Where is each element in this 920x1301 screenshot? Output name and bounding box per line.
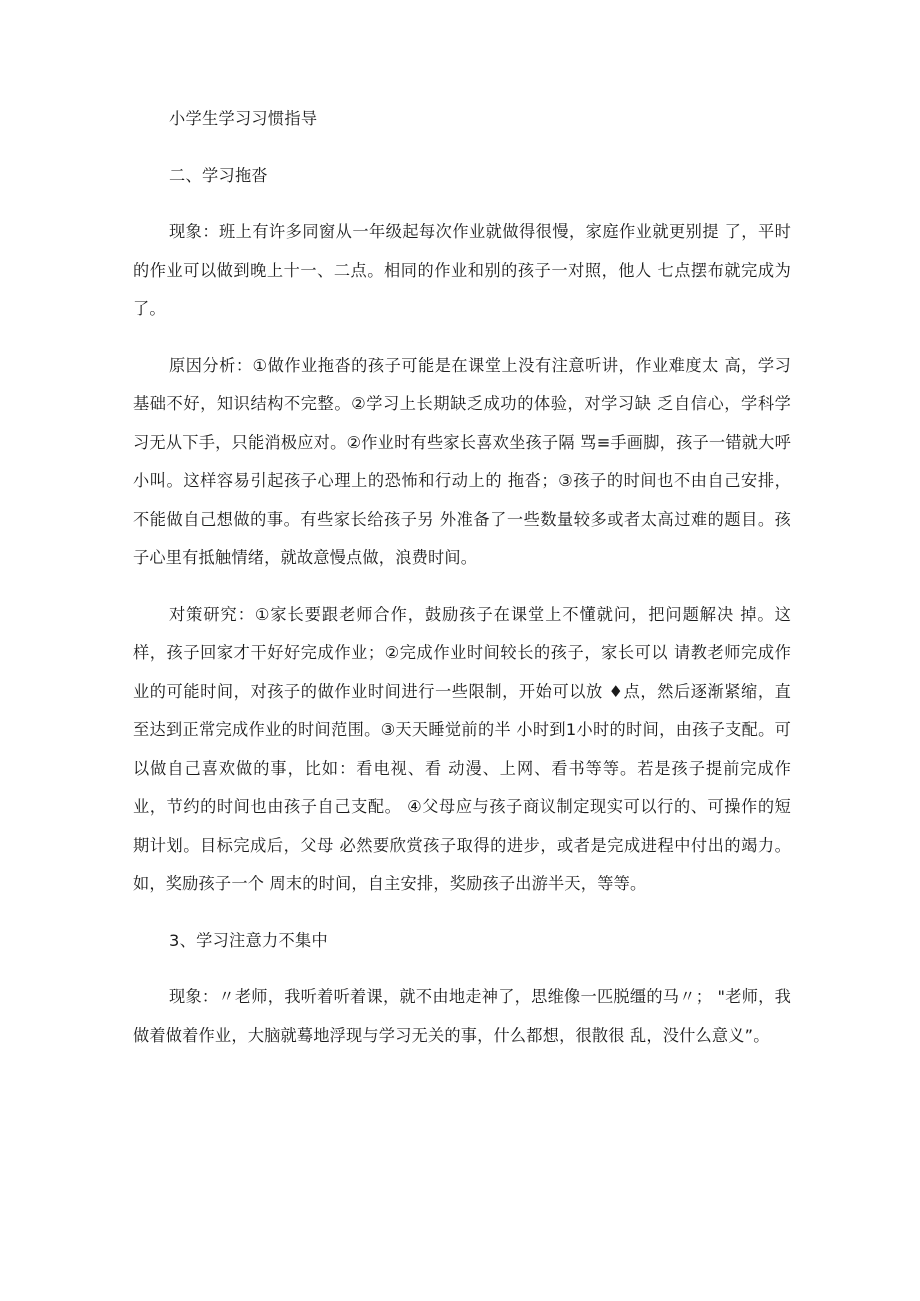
- section-heading-procrastination: 二、学习拖沓: [169, 165, 268, 185]
- paragraph-attention-phenomenon: 现象：〃老师，我听着听着课，就不由地走神了，思维像一匹脱缰的马〃； "老师，我做着做着作业，大脑就蓦地浮现与学习无关的事，什么都想，很散很 乱，没什么意义”。: [133, 987, 791, 1045]
- paragraph-phenomenon: 现象：班上有许多同窗从一年级起每次作业就做得很慢，家庭作业就更别提 了，平时的作业可以做到晚上十一、二点。相同的作业和别的孩子一对照，他人 七点摆布就完成为了。: [133, 222, 791, 318]
- document-body: [133, 100, 791, 1055]
- paragraph-strategy: 对策研究：①家长要跟老师合作，鼓励孩子在课堂上不懂就问，把问题解决 掉。这样，孩子回家才干好好完成作业；②完成作业时间较长的孩子，家长可以 请教老师完成作业的可能时间，对孩子的做作业时间进行一些限制，开始可以放 ♦点，然后逐渐紧缩，直至达到正常完成作业的时间范围。③天天睡觉前的半 小时到1小时的时间，由孩子支配。可以做自己喜欢做的事，比如：看电视、看 动漫、上网、看书等等。若是孩子提前完成作业，节约的时间也由孩子自己支配。 ④父母应与孩子商议制定现实可以行的、可操作的短期计划。目标完成后，父母 必然要欣赏孩子取得的进步，或者是完成进程中付出的竭力。如，奖励孩子一个 周末的时间，自主安排，奖励孩子出游半天，等等。: [133, 604, 791, 893]
- paragraph-cause-analysis: 原因分析：①做作业拖沓的孩子可能是在课堂上没有注意听讲，作业难度太 高，学习基础不好，知识结构不完整。②学习上长期缺乏成功的体验，对学习缺 乏自信心，学科学习无从下手，只能消极应对。②作业时有些家长喜欢坐孩子隔 骂≡手画脚，孩子一错就大呼小叫。这样容易引起孩子心理上的恐怖和行动上的 拖沓；③孩子的时间也不由自己安排，不能做自己想做的事。有些家长给孩子另 外准备了一些数量较多或者太高过难的题目。孩子心里有抵触情绪，就故意慢点做，浪费时间。: [133, 355, 791, 567]
- document-title: 小学生学习习惯指导: [169, 109, 318, 128]
- section-heading-attention: 3、学习注意力不集中: [169, 930, 328, 950]
